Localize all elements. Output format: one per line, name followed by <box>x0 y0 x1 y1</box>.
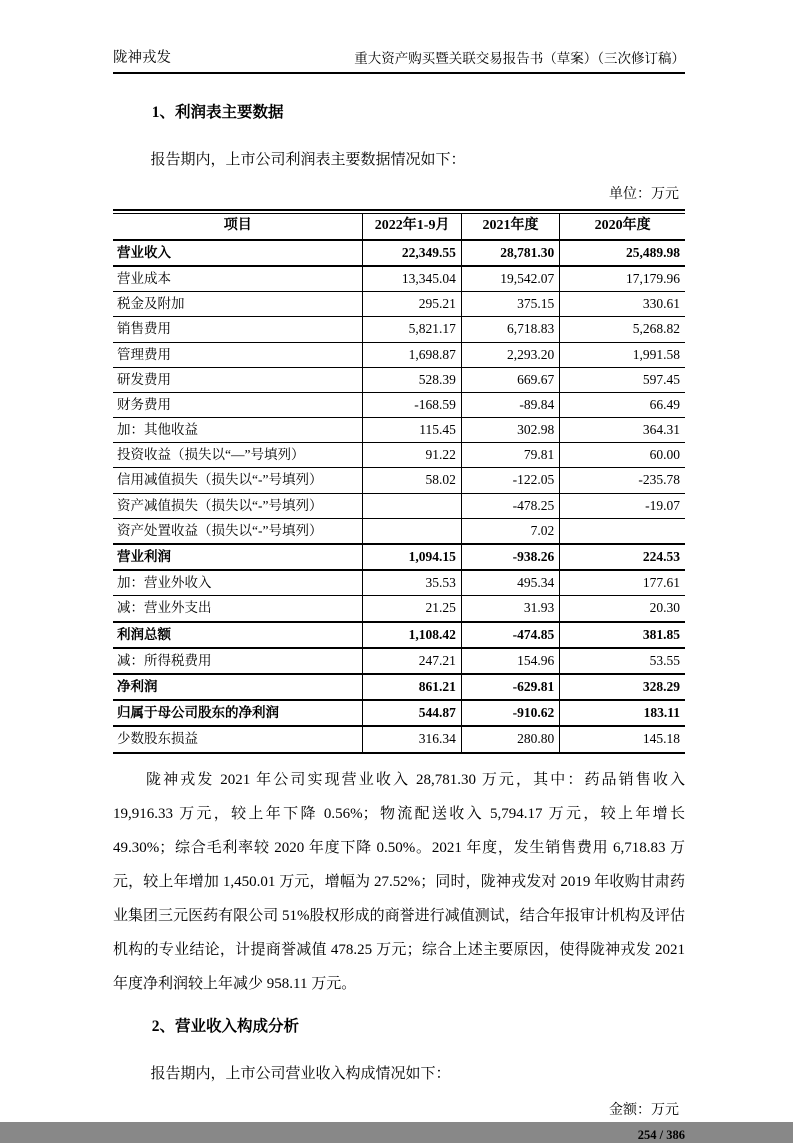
row-value: 2,293.20 <box>461 342 559 367</box>
table-row <box>113 443 685 468</box>
row-item-label: 减：营业外支出 <box>113 596 363 622</box>
section-1-intro: 报告期内，上市公司利润表主要数据情况如下： <box>150 152 466 168</box>
running-head-report-title: 重大资产购买暨关联交易报告书（草案）（三次修订稿） <box>354 51 685 66</box>
row-value: 28,781.30 <box>461 240 559 266</box>
table-row <box>113 292 685 317</box>
table-row <box>113 317 685 342</box>
table-row <box>113 240 685 266</box>
running-head <box>113 46 685 74</box>
unit-note-amount: 金额：万元 <box>609 1102 679 1118</box>
table-row <box>113 648 685 674</box>
row-item-label: 营业收入 <box>113 240 363 266</box>
row-item-label: 少数股东损益 <box>113 726 363 751</box>
column-header-item: 项目 <box>113 214 363 240</box>
table-row <box>113 622 685 648</box>
table-row <box>113 367 685 392</box>
row-value: 364.31 <box>642 422 680 438</box>
row-value: 302.98 <box>461 418 559 443</box>
row-value: 316.34 <box>363 726 461 751</box>
row-value: 544.87 <box>363 700 461 726</box>
income-statement-table-wrap <box>113 209 685 754</box>
row-value: -89.84 <box>461 392 559 417</box>
row-value: -19.07 <box>645 497 680 513</box>
row-value: 328.29 <box>642 678 680 694</box>
row-value: 5,821.17 <box>363 317 461 342</box>
row-value: 6,718.83 <box>461 317 559 342</box>
row-item-label: 净利润 <box>113 674 363 700</box>
page-number: 254 / 386 <box>637 1127 685 1142</box>
section-1-heading: 1、利润表主要数据 <box>151 104 284 121</box>
table-row <box>113 493 685 518</box>
section-2-intro: 报告期内，上市公司营业收入构成情况如下： <box>150 1065 451 1082</box>
unit-note-table: 单位：万元 <box>609 187 679 202</box>
row-value: 280.80 <box>461 726 559 751</box>
row-value: 115.45 <box>363 418 461 443</box>
row-item-label: 资产处置收益（损失以“-”号填列） <box>113 518 363 544</box>
table-row <box>113 518 685 544</box>
row-value: 5,268.82 <box>632 321 680 337</box>
row-value: 669.67 <box>461 367 559 392</box>
row-value: 1,094.15 <box>363 544 461 570</box>
table-row <box>113 700 685 726</box>
table-row <box>113 342 685 367</box>
row-value: -474.85 <box>461 622 559 648</box>
row-value: 177.61 <box>642 575 680 591</box>
row-value: 21.25 <box>363 596 461 622</box>
row-value: -122.05 <box>461 468 559 493</box>
row-item-label: 销售费用 <box>113 317 363 342</box>
row-value: -910.62 <box>461 700 559 726</box>
analysis-paragraph: 陇神戎发 2021 年公司实现营业收入 28,781.30 万元，其中：药品销售收入 19,916.33 万元，较上年下降 0.56%；物流配送收入 5,794.17 万元，较上年增长 49.30%；综合毛利率较 2020 年度下降 0.50%。2021 年度，发生销售费用 6,718.83 万元，较上年增加 1,450.01 万元，增幅为 27.52%；同时，陇神戎发对 2019 年收购甘肃药业集团三元医药有限公司 51%股权形成的商誉进行减值测试，结合年报审计机构及评估机构的专业结论，计提商誉减值 478.25 万元；综合上述主要原因，使得陇神戎发 2021 年度净利润较上年减少 958.11 万元。 <box>113 771 685 992</box>
row-item-label: 减：所得税费用 <box>113 648 363 674</box>
row-value: -235.78 <box>638 472 680 488</box>
row-item-label: 归属于母公司股东的净利润 <box>113 700 363 726</box>
row-value: 20.30 <box>649 600 680 616</box>
row-item-label: 营业利润 <box>113 544 363 570</box>
row-value: 13,345.04 <box>363 266 461 292</box>
row-value: 60.00 <box>649 447 680 463</box>
row-item-label: 资产减值损失（损失以“-”号填列） <box>113 493 363 518</box>
row-value: 66.49 <box>649 396 680 412</box>
row-item-label: 投资收益（损失以“—”号填列） <box>113 443 363 468</box>
table-row <box>113 392 685 417</box>
row-value <box>560 518 685 544</box>
row-value: -629.81 <box>461 674 559 700</box>
row-item-label: 管理费用 <box>113 342 363 367</box>
row-value: 22,349.55 <box>363 240 461 266</box>
row-value: 1,698.87 <box>363 342 461 367</box>
row-value: 17,179.96 <box>626 270 680 286</box>
row-item-label: 营业成本 <box>113 266 363 292</box>
section-2-heading: 2、营业收入构成分析 <box>151 1017 300 1035</box>
row-value: 145.18 <box>642 731 680 747</box>
row-value: 25,489.98 <box>626 244 680 260</box>
row-item-label: 利润总额 <box>113 622 363 648</box>
row-item-label: 财务费用 <box>113 392 363 417</box>
table-row <box>113 596 685 622</box>
row-value: 58.02 <box>363 468 461 493</box>
row-item-label: 加：其他收益 <box>113 418 363 443</box>
row-value <box>363 518 461 544</box>
row-value: -938.26 <box>461 544 559 570</box>
column-header-2022: 2022年1-9月 <box>363 214 461 240</box>
row-value: 597.45 <box>642 371 680 387</box>
row-value: 7.02 <box>461 518 559 544</box>
table-row <box>113 726 685 751</box>
row-value: 154.96 <box>461 648 559 674</box>
row-value: 1,108.42 <box>363 622 461 648</box>
row-value: 31.93 <box>461 596 559 622</box>
table-row <box>113 418 685 443</box>
row-value: 295.21 <box>363 292 461 317</box>
row-value: 495.34 <box>461 570 559 596</box>
row-value: 183.11 <box>643 705 680 721</box>
row-value: 224.53 <box>642 549 680 565</box>
row-value: 375.15 <box>461 292 559 317</box>
row-value: 861.21 <box>363 674 461 700</box>
row-value: 35.53 <box>363 570 461 596</box>
page-content <box>113 0 685 1143</box>
row-item-label: 加：营业外收入 <box>113 570 363 596</box>
table-row <box>113 468 685 493</box>
row-value: 330.61 <box>642 296 680 312</box>
table-row <box>113 674 685 700</box>
row-value: 79.81 <box>461 443 559 468</box>
row-value: 381.85 <box>642 626 680 642</box>
row-value: 91.22 <box>363 443 461 468</box>
row-value: 53.55 <box>649 652 680 668</box>
table-row <box>113 570 685 596</box>
running-head-company: 陇神戎发 <box>113 50 171 66</box>
column-header-2021: 2021年度 <box>461 214 559 240</box>
row-item-label: 税金及附加 <box>113 292 363 317</box>
row-item-label: 研发费用 <box>113 367 363 392</box>
table-row <box>113 544 685 570</box>
row-value <box>363 493 461 518</box>
table-row <box>113 266 685 292</box>
row-value: 247.21 <box>363 648 461 674</box>
row-value: 528.39 <box>363 367 461 392</box>
row-item-label: 信用减值损失（损失以“-”号填列） <box>113 468 363 493</box>
column-header-2020: 2020年度 <box>594 218 651 233</box>
row-value: -478.25 <box>461 493 559 518</box>
income-statement-table <box>113 213 685 752</box>
row-value: -168.59 <box>363 392 461 417</box>
row-value: 19,542.07 <box>461 266 559 292</box>
row-value: 1,991.58 <box>632 346 680 362</box>
income-table-body <box>113 240 685 752</box>
table-header-row <box>113 214 685 240</box>
